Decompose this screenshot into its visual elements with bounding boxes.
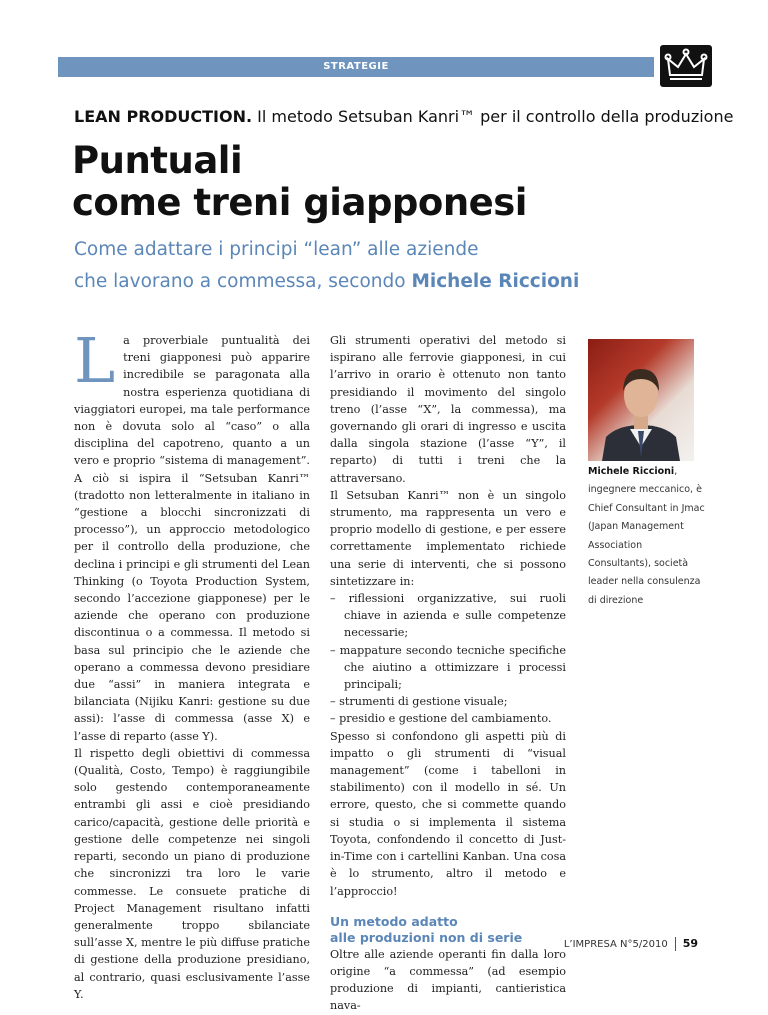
magazine-issue: L’IMPRESA N°5/2010 [563,939,668,950]
column-1-paragraph-1: a proverbiale puntualità dei treni giapponesi può apparire incredibile se paragonata alla nostra esperienza quotidiana di viaggiatori europei, ma tale performance non è dovuta solo al “caso” o alla disciplina del capotreno, quanto a un vero e proprio “sistema di management”. A ciò si ispira il “Setsuban Kanri™ (tradotto non letteralmente in italiano in “gestione a blocchi sincronizzati di processo”), un approccio metodologico per il controllo della produzione, che declina i principi e gli strumenti del Lean Thinking (o Toyota Production System, secondo l’accezione giapponese) per le aziende che operano con produzione discontinua o a commessa. Il metodo si basa sul principio che le aziende che operano a commessa devono presidiare due “assi” in maniera integrata e bilanciata (Nijiku Kanri: gestione su due assi): l’asse di commessa (asse X) e l’asse di reparto (asse Y). [74,334,310,743]
subheading-line-2: alle produzioni non di serie [330,929,523,945]
column-1-paragraph-2: Il rispetto degli obiettivi di commessa (Qualità, Costo, Tempo) è raggiungibile solo gestendo contemporaneamente entrambi gli assi e cioè presidiando carico/capacità, gestione delle priorità e gestione delle competenze nei singoli reparti, secondo un piano di produzione che sincronizzi tra loro le varie commesse. Le consuete pratiche di Project Management risultano infatti generalmente troppo sbilanciate sull’asse X, mentre le più diffuse pratiche di gestione della produzione presidiano, al contrario, quasi esclusivamente l’asse Y. [74,746,310,1001]
article-column-2 [330,332,566,1015]
page-footer [564,937,698,951]
subtitle-author: Michele Riccioni [411,271,580,292]
subtitle-line-2-text: che lavorano a commessa, secondo [74,271,406,292]
column-2-paragraph-4: Oltre alle aziende operanti fin dalla loro origine “a commessa” (ad esempio produzione di impianti, cantieristica nava- [330,947,566,1013]
section-label: STRATEGIE [323,61,389,72]
subtitle-line-1: Come adattare i principi “lean” alle aziende [74,239,479,260]
column-2-paragraph-2: Il Setsuban Kanri™ non è un singolo strumento, ma rappresenta un vero e proprio modello di gestione, e per essere correttamente implementato richiede una serie di interventi, che si possono sintetizzare in: [330,488,566,588]
page-title [72,140,527,224]
interventions-list [330,590,566,728]
subtitle-line-2 [74,266,579,298]
caption-name: Michele Riccioni [588,466,675,477]
drop-cap: L [74,324,116,397]
column-2-paragraph-1: Gli strumenti operativi del metodo si ispirano alle ferrovie giapponesi, in cui l’arrivo in orario è ottenuto non tanto presidiando il movimento del singolo treno (l’asse “X”, la commessa), ma governando gli orari di ingresso e uscita dalla singola stazione (l’asse “Y”, il reparto) di tutti i treni che la attraversano. [330,334,566,485]
column-2-paragraph-3: Spesso si confondono gli aspetti più di impatto o gli strumenti di “visual management” (come i tabelloni in stabilimento) con il modello in sé. Un errore, questo, che si commette quando si studia o si implementa il sistema Toyota, confondendo il concetto di Just-in-Time con i cartellini Kanban. Una cosa è lo strumento, altro il metodo e l’approccio! [330,729,566,898]
portrait-icon [588,339,694,461]
author-photo [588,339,694,461]
kicker-topic: LEAN PRODUCTION. [74,107,253,126]
crown-logo [660,45,712,87]
photo-caption [588,463,706,610]
caption-text: , ingegnere meccanico, è Chief Consultant in Jmac (Japan Management Association Consultants), società leader nella consulenza di direzione [588,466,705,606]
list-item: – strumenti di gestione visuale; [330,695,508,709]
page-number: 59 [682,937,698,950]
footer-divider [675,937,676,951]
subheading-line-1: Un metodo adatto [330,913,458,929]
title-line-2: come treni giapponesi [72,181,527,224]
list-item: – riflessioni organizzative, sui ruoli chiave in azienda e sulle competenze necessarie; [330,592,566,640]
article-column-1 [74,324,310,1003]
title-line-1: Puntuali [72,139,243,182]
subtitle [74,234,579,298]
kicker-text: Il metodo Setsuban Kanri™ per il controllo della produzione [257,107,734,126]
list-item: – mappature secondo tecniche specifiche che aiutino a ottimizzare i processi principali; [330,643,566,692]
kicker [74,107,733,126]
crown-icon [660,45,712,87]
section-subheading [330,914,566,946]
section-band [58,57,654,77]
list-item: – presidio e gestione del cambiamento. [330,712,552,726]
